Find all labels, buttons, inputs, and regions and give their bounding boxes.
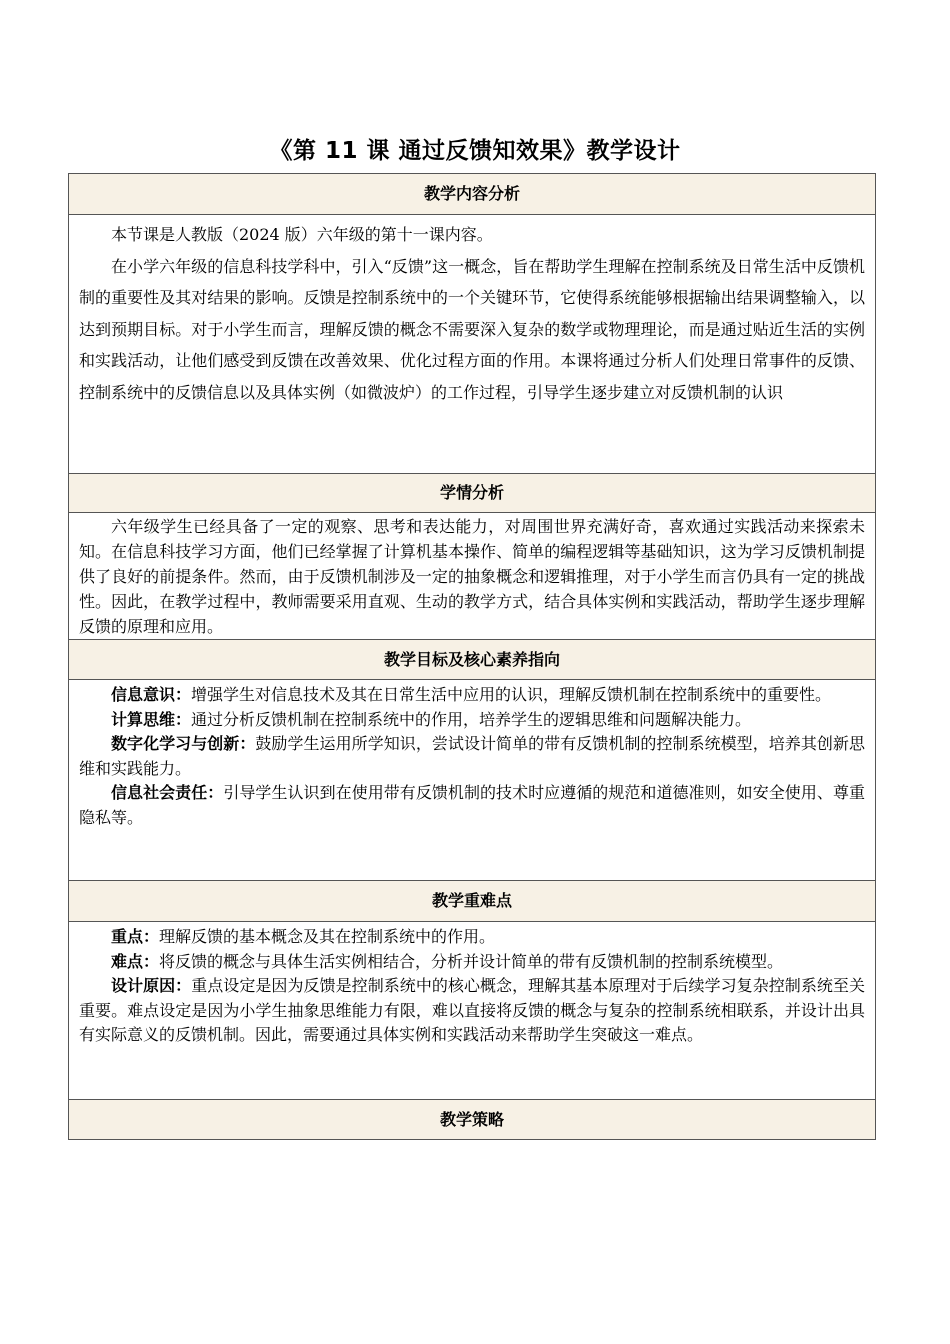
paragraph-text: 重点设定是因为反馈是控制系统中的核心概念，理解其基本原理对于后续学习复杂控制系统至关重要。难点设定是因为小学生抽象思维能力有限，难以直接将反馈的概念与复杂的控制系统相联系，并设计出具有实际意义的反馈机制。因此，需要通过具体实例和实践活动来帮助学生突破这一难点。: [79, 976, 865, 1044]
document-title: 《第 11 课 通过反馈知效果》教学设计: [269, 138, 681, 164]
paragraph-lead: 设计原因：: [111, 976, 192, 995]
paragraph: [79, 514, 865, 639]
paragraph-text: 将反馈的概念与具体生活实例相结合，分析并设计简单的带有反馈机制的控制系统模型。: [159, 951, 784, 971]
paragraph-text: 六年级学生已经具备了一定的观察、思考和表达能力，对周围世界充满好奇，喜欢通过实践活动来探索未知。在信息科技学习方面，他们已经掌握了计算机基本操作、简单的编程逻辑等基础知识，这为学习反馈机制提供了良好的前提条件。然而，由于反馈机制涉及一定的抽象概念和逻辑推理，对于小学生而言仍具有一定的挑战性。因此，在教学过程中，教师需要采用直观、生动的教学方式，结合具体实例和实践活动，帮助学生逐步理解反馈的原理和应用。: [79, 517, 865, 636]
paragraph: [79, 708, 865, 733]
paragraph: [79, 950, 865, 975]
paragraph-text: 在小学六年级的信息科技学科中，引入“反馈”这一概念，旨在帮助学生理解在控制系统及日常生活中反馈机制的重要性及其对结果的影响。反馈是控制系统中的一个关键环节，它使得系统能够根据输出结果调整输入，以达到预期目标。对于小学生而言，理解反馈的概念不需要深入复杂的数学或物理理论，而是通过贴近生活的实例和实践活动，让他们感受到反馈在改善效果、优化过程方面的作用。本课将通过分析人们处理日常事件的反馈、控制系统中的反馈信息以及具体实例（如微波炉）的工作过程，引导学生逐步建立对反馈机制的认识: [79, 256, 865, 402]
paragraph-lead: 重点：: [111, 927, 160, 946]
section-header-content-analysis: 教学内容分析: [69, 174, 875, 214]
paragraph-text: 鼓励学生运用所学知识，尝试设计简单的带有反馈机制的控制系统模型，培养其创新思维和实践能力。: [79, 734, 865, 778]
paragraph-text: 增强学生对信息技术及其在日常生活中应用的认识，理解反馈机制在控制系统中的重要性。: [191, 685, 832, 704]
paragraph-text: 通过分析反馈机制在控制系统中的作用，培养学生的逻辑思维和问题解决能力。: [191, 709, 752, 729]
paragraph: [79, 781, 865, 830]
paragraph-lead: 数字化学习与创新：: [111, 734, 256, 753]
paragraph: [79, 683, 865, 708]
paragraph-lead: 信息社会责任：: [111, 783, 224, 802]
paragraph: [79, 251, 865, 409]
section-header-key-difficult-points: 教学重难点: [69, 880, 875, 921]
paragraph: [79, 732, 865, 781]
section-body-learner-analysis: [69, 512, 875, 639]
paragraph-lead: 计算思维：: [111, 709, 192, 729]
paragraph: [79, 219, 865, 251]
paragraph: [79, 974, 865, 1048]
section-header-learner-analysis: 学情分析: [69, 473, 875, 512]
paragraph-lead: 难点：: [111, 951, 160, 971]
paragraph: [79, 925, 865, 950]
lesson-plan-table: [68, 173, 876, 1140]
paragraph-lead: 信息意识：: [111, 685, 192, 704]
section-header-objectives: 教学目标及核心素养指向: [69, 639, 875, 679]
section-body-content-analysis: [69, 214, 875, 473]
paragraph-text: 本节课是人教版（2024 版）六年级的第十一课内容。: [111, 225, 493, 244]
paragraph-text: 引导学生认识到在使用带有反馈机制的技术时应遵循的规范和道德准则，如安全使用、尊重隐私等。: [79, 783, 865, 827]
section-header-strategy: 教学策略: [69, 1099, 875, 1139]
section-body-key-difficult-points: [69, 921, 875, 1099]
paragraph-text: 理解反馈的基本概念及其在控制系统中的作用。: [159, 927, 496, 946]
section-body-objectives: [69, 679, 875, 880]
